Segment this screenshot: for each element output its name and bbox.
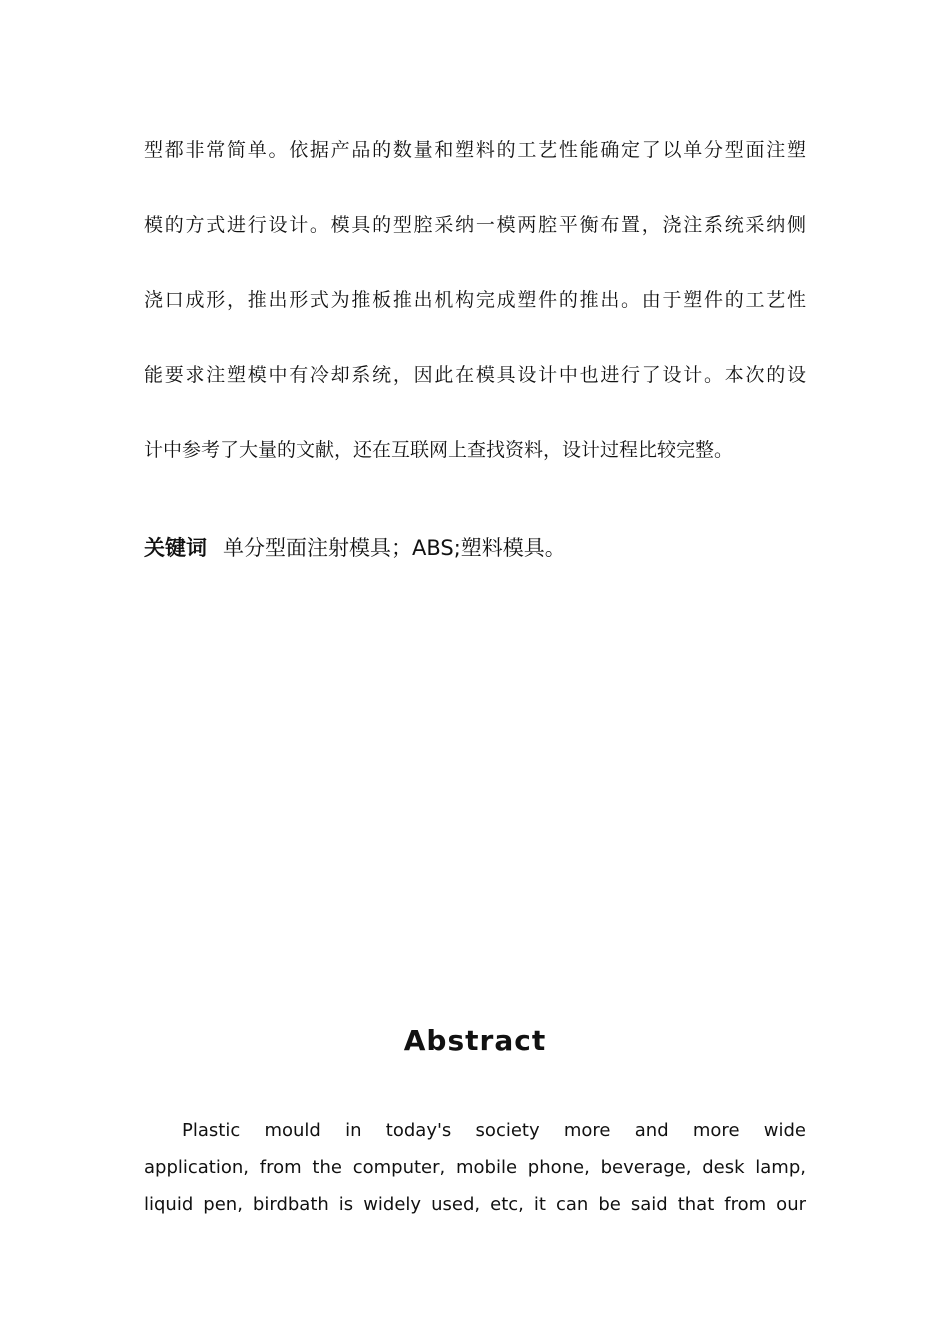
en-paragraph-line: Plastic mould in today's society more and more wide bbox=[182, 1120, 806, 1141]
keywords-label: 关键词 bbox=[144, 536, 207, 560]
keywords-text: 单分型面注射模具；ABS;塑料模具。 bbox=[223, 536, 566, 560]
abstract-heading: Abstract bbox=[403, 1024, 547, 1057]
cn-paragraph-line: 浇口成形，推出形式为推板推出机构完成塑件的推出。由于塑件的工艺性 bbox=[144, 289, 806, 311]
en-paragraph-line: liquid pen, birdbath is widely used, etc, it can be said that from our bbox=[144, 1194, 806, 1215]
cn-paragraph-line: 模的方式进行设计。模具的型腔采纳一模两腔平衡布置，浇注系统采纳侧 bbox=[144, 214, 806, 236]
cn-paragraph-line: 计中参考了大量的文献，还在互联网上查找资料，设计过程比较完整。 bbox=[144, 439, 734, 461]
en-paragraph-line: application, from the computer, mobile phone, beverage, desk lamp, bbox=[144, 1157, 806, 1178]
cn-paragraph-line: 型都非常简单。依据产品的数量和塑料的工艺性能确定了以单分型面注塑 bbox=[144, 139, 806, 161]
cn-paragraph-line: 能要求注塑模中有冷却系统，因此在模具设计中也进行了设计。本次的设 bbox=[144, 364, 806, 386]
keywords-line bbox=[144, 533, 566, 563]
